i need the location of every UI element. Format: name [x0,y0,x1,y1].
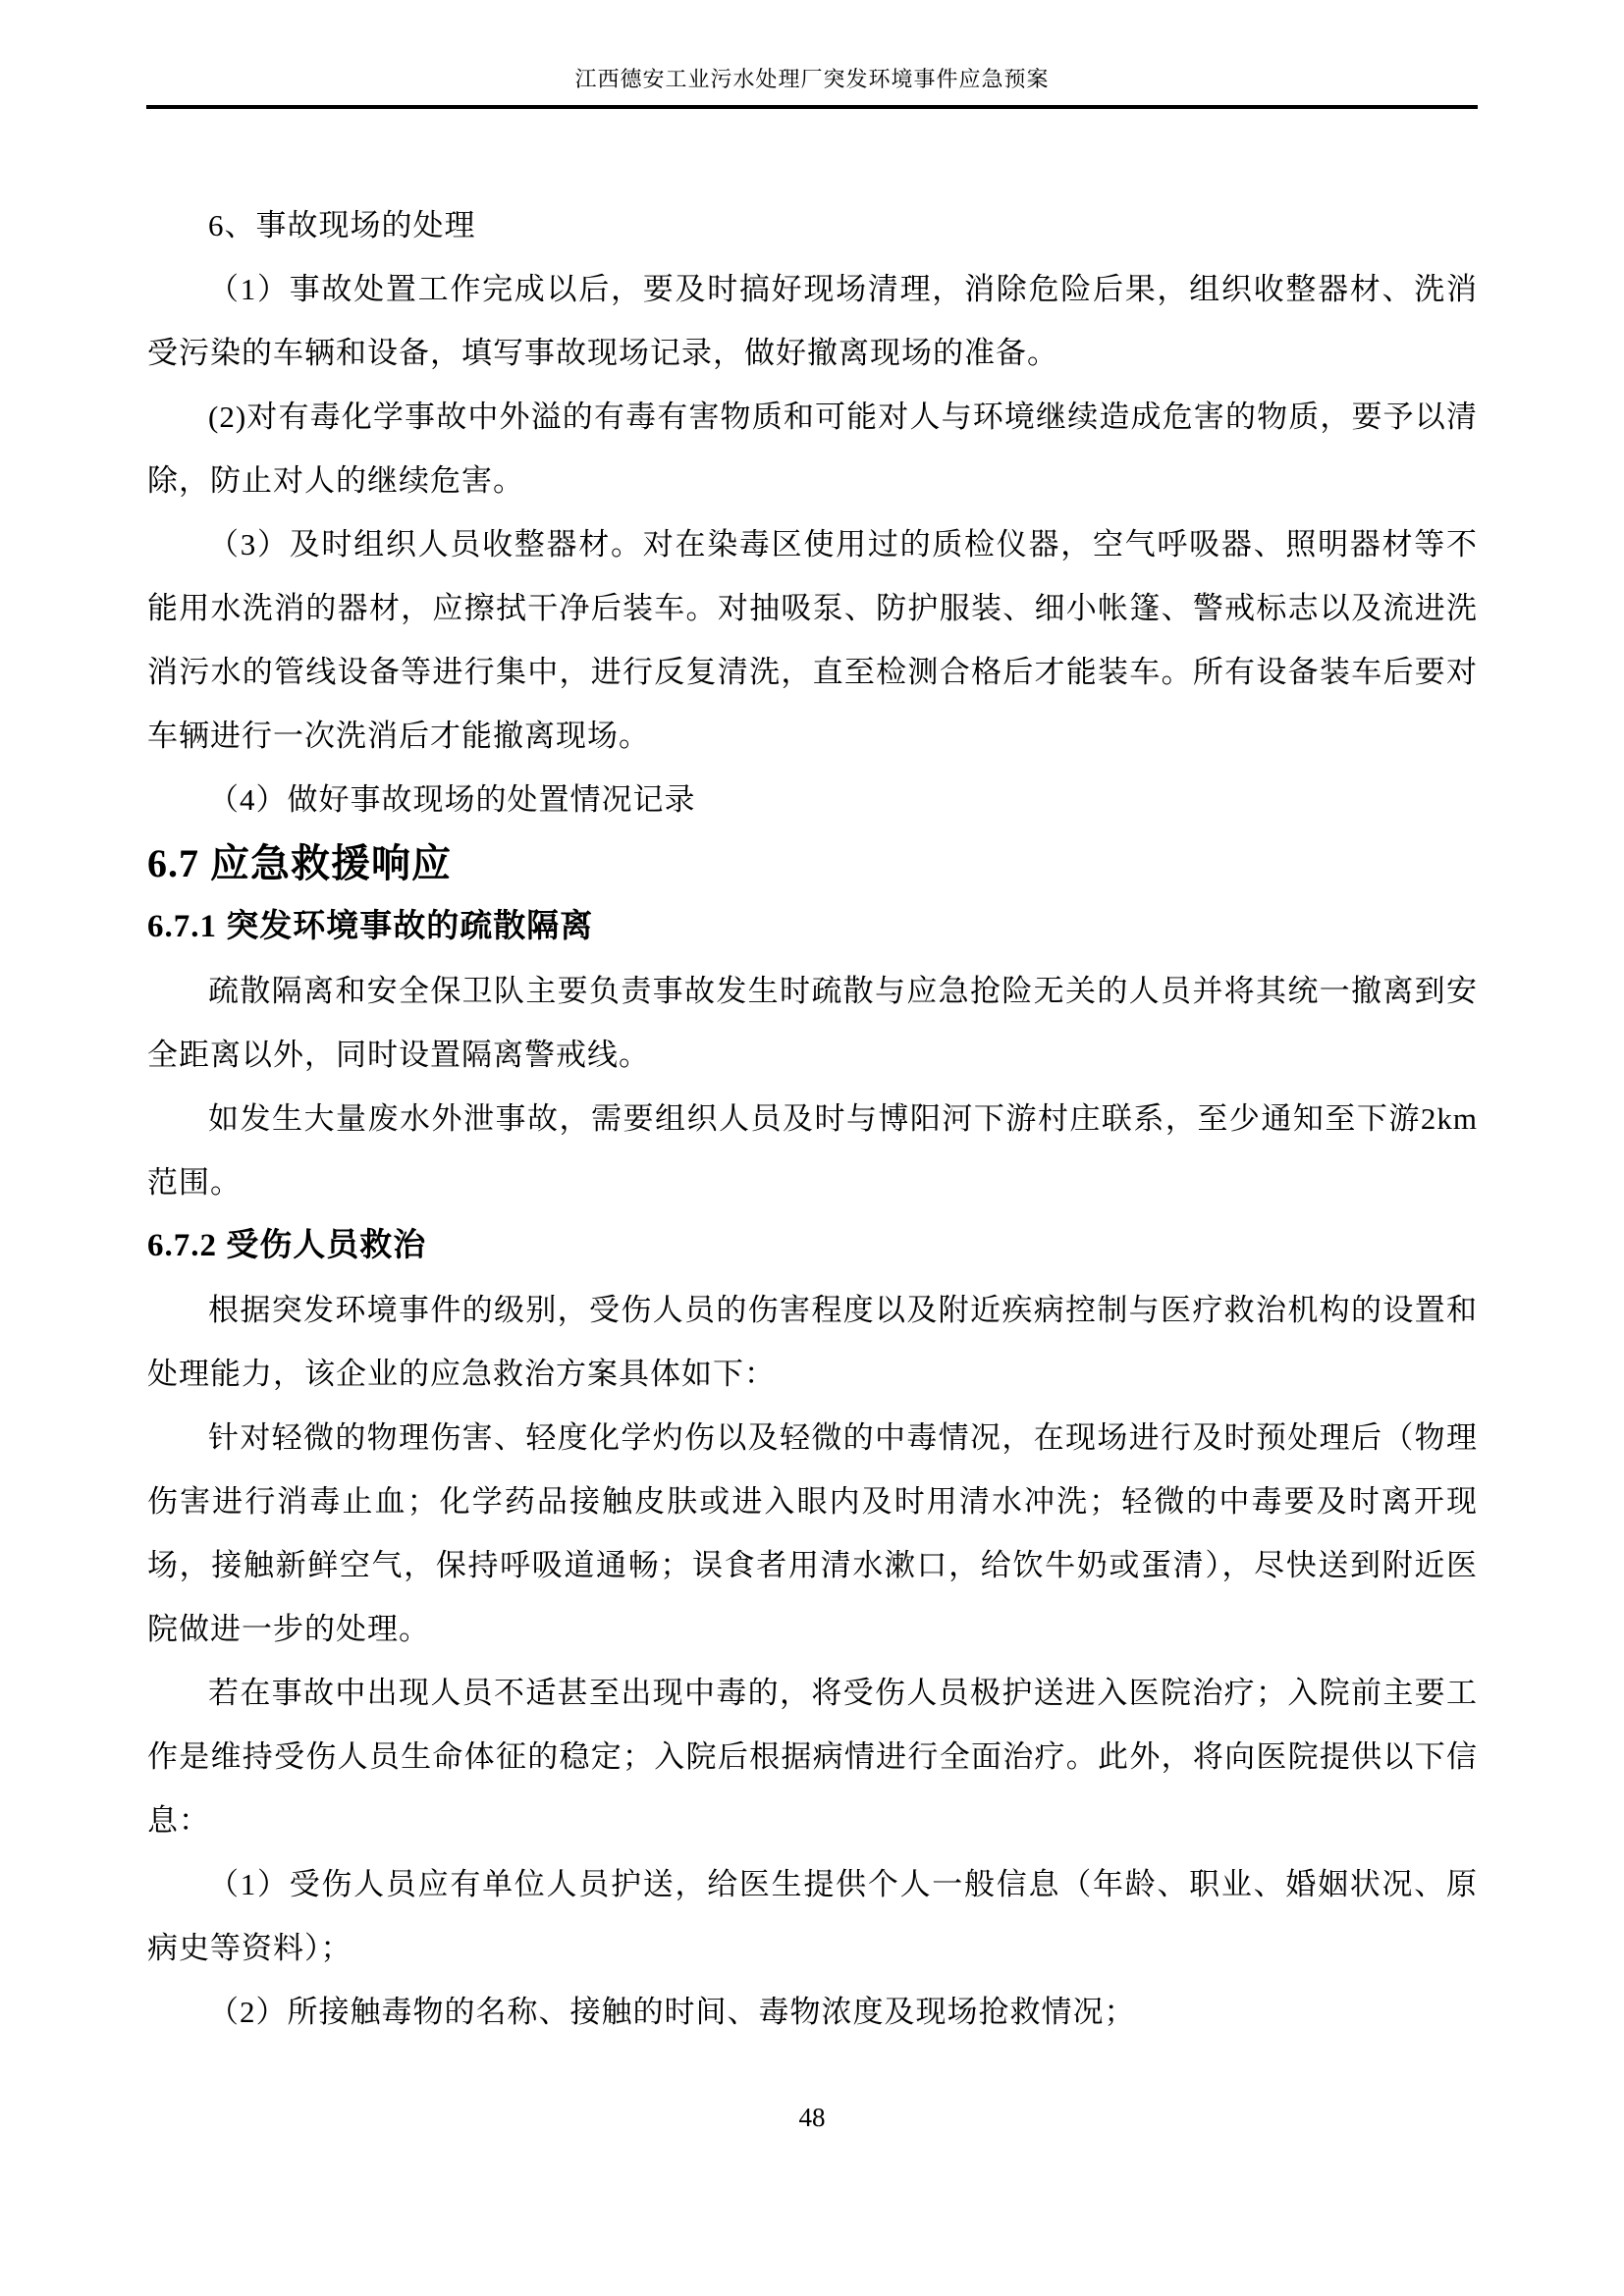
header-rule [146,105,1478,109]
paragraph-item-1: （1）事故处置工作完成以后，要及时搞好现场清理，消除危险后果，组织收整器材、洗消受污染的车辆和设备，填写事故现场记录，做好撤离现场的准备。 [147,272,1478,370]
heading-6-7: 6.7 应急救援响应 [147,841,452,885]
paragraph-hospital-info-2: （2）所接触毒物的名称、接触的时间、毒物浓度及现场抢救情况； [208,1995,1136,2029]
paragraph-hospital-info-1: （1）受伤人员应有单位人员护送，给医生提供个人一般信息（年龄、职业、婚姻状况、原病史等资料）； [147,1867,1478,1965]
paragraph-hospital-transfer: 若在事故中出现人员不适甚至出现中毒的，将受伤人员极护送进入医院治疗；入院前主要工作是维持受伤人员生命体征的稳定；入院后根据病情进行全面治疗。此外，将向医院提供以下信息： [147,1676,1478,1838]
paragraph-rescue-plan-intro: 根据突发环境事件的级别，受伤人员的伤害程度以及附近疾病控制与医疗救治机构的设置和处理能力，该企业的应急救治方案具体如下： [147,1293,1478,1391]
page-number: 48 [798,2103,826,2132]
header-title: 江西德安工业污水处理厂突发环境事件应急预案 [574,67,1050,91]
paragraph-accident-scene-handling: 6、事故现场的处理 [208,208,476,242]
heading-6-7-1: 6.7.1 突发环境事故的疏散隔离 [147,909,594,944]
paragraph-wastewater-leak-notice: 如发生大量废水外泄事故，需要组织人员及时与博阳河下游村庄联系，至少通知至下游2km 范围。 [147,1101,1478,1200]
paragraph-evacuation-isolation: 疏散隔离和安全保卫队主要负责事故发生时疏散与应急抢险无关的人员并将其统一撤离到安全距离以外，同时设置隔离警戒线。 [147,974,1478,1072]
heading-6-7-2: 6.7.2 受伤人员救治 [147,1228,427,1263]
paragraph-item-3: （3）及时组织人员收整器材。对在染毒区使用过的质检仪器，空气呼吸器、照明器材等不能用水洗消的器材，应擦拭干净后装车。对抽吸泵、防护服装、细小帐篷、警戒标志以及流进洗消污水的管线设备等进行集中，进行反复清洗，直至检测合格后才能装车。所有设备装车后要对车辆进行一次洗消后才能撤离现场。 [147,527,1478,753]
document-body [147,193,1478,2044]
paragraph-minor-injury-treatment: 针对轻微的物理伤害、轻度化学灼伤以及轻微的中毒情况，在现场进行及时预处理后（物理伤害进行消毒止血；化学药品接触皮肤或进入眼内及时用清水冲洗；轻微的中毒要及时离开现场，接触新鲜空气，保持呼吸道通畅；误食者用清水漱口，给饮牛奶或蛋清），尽快送到附近医院做进一步的处理。 [147,1420,1478,1646]
paragraph-item-2: (2)对有毒化学事故中外溢的有毒有害物质和可能对人与环境继续造成危害的物质，要予以清除，防止对人的继续危害。 [147,400,1478,498]
paragraph-item-4: （4）做好事故现场的处置情况记录 [208,782,696,817]
